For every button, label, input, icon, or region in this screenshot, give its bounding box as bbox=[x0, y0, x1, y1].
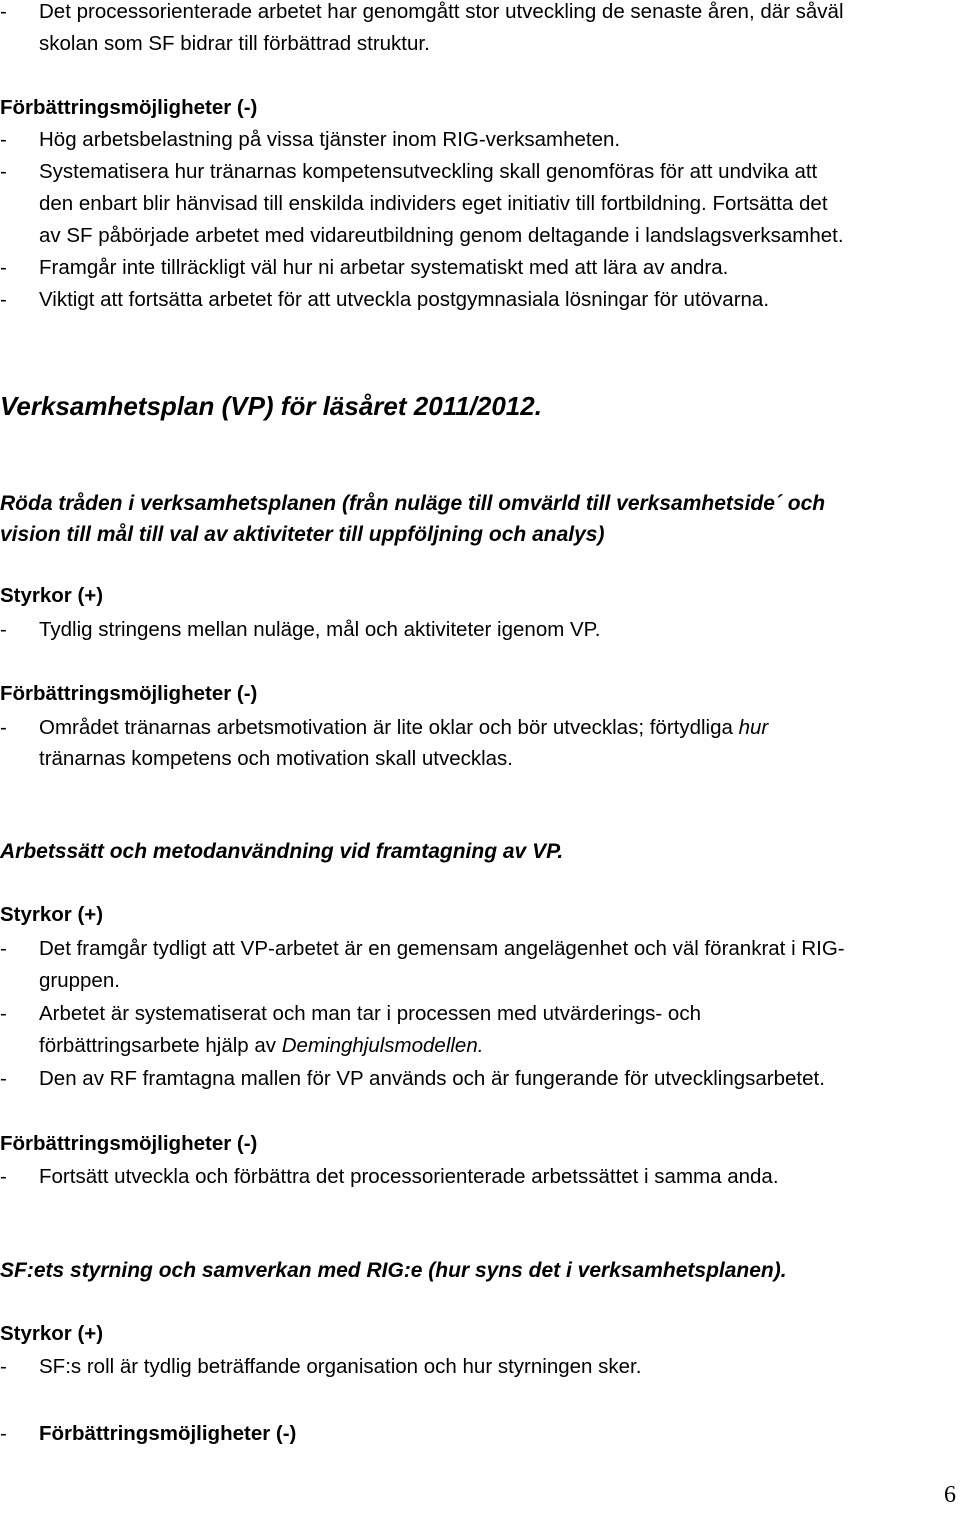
improvements-heading: Förbättringsmöjligheter (-) bbox=[0, 1132, 258, 1155]
bullet-item-continuation: den enbart blir hänvisad till enskilda individers eget initiativ till fortbildning. Fortsätta det bbox=[39, 192, 828, 215]
bullet-item: - Fortsätt utveckla och förbättra det processorienterade arbetssättet i samma anda. bbox=[0, 1165, 779, 1188]
bullet-item: - Den av RF framtagna mallen för VP används och är fungerande för utvecklingsarbetet. bbox=[0, 1067, 825, 1090]
page-number: 6 bbox=[944, 1482, 956, 1508]
bullet-item-continuation: gruppen. bbox=[39, 969, 120, 992]
bullet-item: - Viktigt att fortsätta arbetet för att utveckla postgymnasiala lösningar för utövarna. bbox=[0, 288, 770, 311]
bullet-item: - Hög arbetsbelastning på vissa tjänster inom RIG-verksamheten. bbox=[0, 128, 621, 151]
bullet-item: - SF:s roll är tydlig beträffande organisation och hur styrningen sker. bbox=[0, 1355, 642, 1378]
improvements-heading: Förbättringsmöjligheter (-) bbox=[0, 96, 258, 119]
bullet-item-continuation: förbättringsarbete hjälp av Deminghjulsmodellen. bbox=[39, 1034, 484, 1057]
bullet-item: - Arbetet är systematiserat och man tar i processen med utvärderings- och bbox=[0, 1002, 701, 1025]
strengths-heading: Styrkor (+) bbox=[0, 584, 104, 607]
improvements-heading: Förbättringsmöjligheter (-) bbox=[0, 682, 258, 705]
bullet-item: - Det processorienterade arbetet har genomgått stor utveckling de senaste åren, där såväl bbox=[0, 0, 844, 23]
strengths-heading: Styrkor (+) bbox=[0, 903, 104, 926]
bullet-item: - Det framgår tydligt att VP-arbetet är en gemensam angelägenhet och väl förankrat i RIG- bbox=[0, 937, 845, 960]
subsection-heading-red-thread-cont: vision till mål till val av aktiviteter till uppföljning och analys) bbox=[0, 523, 605, 546]
emphasis: hur bbox=[738, 716, 769, 739]
emphasis: Deminghjulsmodellen. bbox=[281, 1034, 484, 1057]
bullet-item: - Framgår inte tillräckligt väl hur ni arbetar systematiskt med att lära av andra. bbox=[0, 256, 729, 279]
section-heading-governance: SF:ets styrning och samverkan med RIG:e (hur syns det i verksamhetsplanen). bbox=[0, 1259, 787, 1282]
subsection-heading-red-thread: Röda tråden i verksamhetsplanen (från nuläge till omvärld till verksamhetside´ och bbox=[0, 492, 826, 515]
bullet-item-continuation: tränarnas kompetens och motivation skall utvecklas. bbox=[39, 747, 514, 770]
strengths-heading: Styrkor (+) bbox=[0, 1322, 104, 1345]
bullet-item: - Tydlig stringens mellan nuläge, mål och aktiviteter igenom VP. bbox=[0, 618, 601, 641]
bullet-item: - Området tränarnas arbetsmotivation är lite oklar och bör utvecklas; förtydliga hur bbox=[0, 716, 769, 739]
section-heading-vp: Verksamhetsplan (VP) för läsåret 2011/2012. bbox=[0, 391, 542, 421]
bullet-item-continuation: av SF påbörjade arbetet med vidareutbildning genom deltagande i landslagsverksamhet. bbox=[39, 224, 844, 247]
bullet-item: - Förbättringsmöjligheter (-) bbox=[0, 1422, 297, 1445]
bullet-item: - Systematisera hur tränarnas kompetensutveckling skall genomföras för att undvika att bbox=[0, 160, 818, 183]
section-heading-methods: Arbetssätt och metodanvändning vid framtagning av VP. bbox=[0, 840, 564, 863]
improvements-heading: Förbättringsmöjligheter (-) bbox=[39, 1422, 297, 1445]
bullet-item-continuation: skolan som SF bidrar till förbättrad struktur. bbox=[39, 32, 430, 55]
